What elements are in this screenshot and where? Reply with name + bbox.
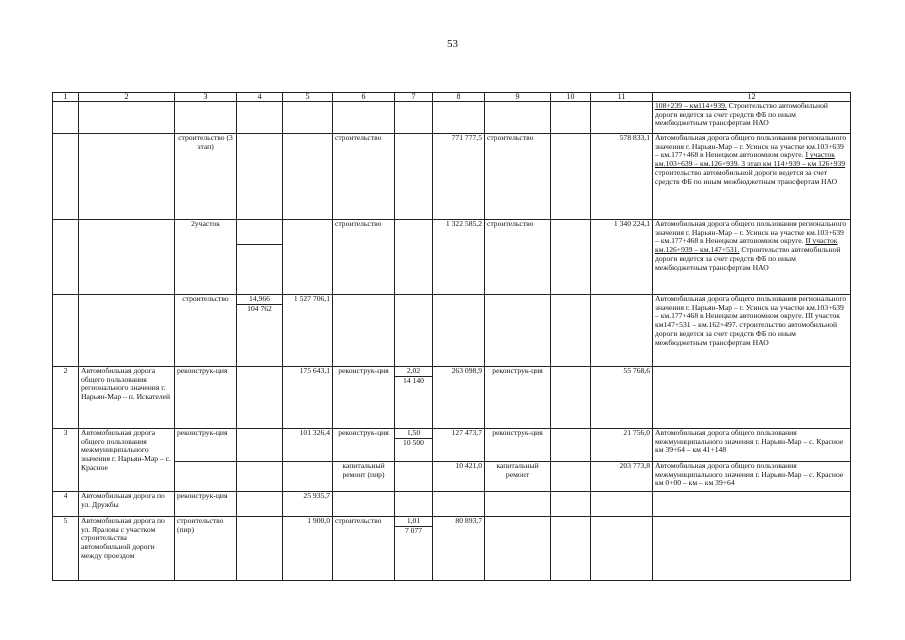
header-cell: 5: [283, 93, 333, 102]
amount-cell: 263 098,9: [433, 367, 485, 429]
table-row: [53, 134, 851, 220]
description-cell: Автомобильная дорога общего пользования межмуниципального значения г. Нарьян-Мар – с. Красное км 0+00 – км – км 39+64: [653, 462, 851, 492]
description-cell: Автомобильная дорога общего пользования межмуниципального значения г. Нарьян-Мар – с. Красное км 39+64 – км 41+148: [653, 429, 851, 462]
table-row: [53, 517, 851, 581]
work-type-cell: строительство: [175, 295, 237, 367]
work-type-cell: реконструк-ция: [175, 367, 237, 429]
item-number: 5: [53, 517, 79, 581]
amount-cell: 578 833,1: [591, 134, 653, 220]
header-cell: 2: [79, 93, 175, 102]
object-name-cell: Автомобильная дорога по ул. Яралова с участком строительства автомобильной дороги между проездом: [79, 517, 175, 581]
table-row: [53, 492, 851, 517]
work-type-cell: строительство (пир): [175, 517, 237, 581]
amount-cell: 1 322 585,2: [433, 220, 485, 295]
work-type-cell: капитальный ремонт (пир): [333, 462, 395, 492]
amount-cell: 771 777,5: [433, 134, 485, 220]
description-cell: Автомобильная дорога общего пользования регионального значения г. Нарьян-Мар – г. Усинск на участке км.103+639 – км.177+468 в Ненецком автономном округе. III участок км147+531 – км.162+497. строительство автомобильной дороги ведется за счет средств ФБ по иным межбюджетным трансфертам НАО: [653, 295, 851, 367]
amount-cell: 175 643,1: [283, 367, 333, 429]
table-row: [53, 429, 851, 462]
amount-cell: 127 473,7: [433, 429, 485, 462]
work-type-cell: строительство: [333, 517, 395, 581]
amount-cell: 101 326,4: [283, 429, 333, 462]
work-type-cell: реконструк-ция: [485, 429, 551, 462]
work-type-cell: строительство: [485, 134, 551, 220]
amount-cell: 1 900,0: [283, 517, 333, 581]
work-type-cell: реконструк-ция: [175, 429, 237, 462]
area-value: 14 140: [403, 375, 424, 385]
header-cell: 9: [485, 93, 551, 102]
amount-cell: 21 756,0: [591, 429, 653, 462]
table-row: [53, 295, 851, 367]
page-number: 53: [447, 38, 458, 50]
item-number: 3: [53, 429, 79, 492]
amount-cell: 25 935,7: [283, 492, 333, 517]
description-cell: [653, 367, 851, 429]
work-type-cell: строительство: [485, 220, 551, 295]
length-km: 1,01: [395, 517, 432, 527]
amount-cell: 80 893,7: [433, 517, 485, 581]
header-cell: 11: [591, 93, 653, 102]
work-type-cell: строительство (3 этап): [175, 134, 237, 220]
header-cell: 7: [395, 93, 433, 102]
amount-cell: 10 421,0: [433, 462, 485, 492]
header-cell: 12: [653, 93, 851, 102]
work-type-cell: 2участок: [175, 220, 237, 295]
work-type-cell: реконструк-ция: [175, 492, 237, 517]
work-type-cell: капитальный ремонт: [485, 462, 551, 492]
description-cell: Автомобильная дорога общего пользования регионального значения г. Нарьян-Мар – г. Усинск на участке км.103+639 – км.177+468 в Ненецком автономном округе. I участок км.103+639 – км.126+939. 3 этап км 114+939 – км 126+939 строительство автомобильной дороги ведется за счет средств ФБ по иным межбюджетным трансфертам НАО: [653, 134, 851, 220]
road-construction-table: [52, 92, 851, 581]
length-km: 14,966: [237, 295, 282, 305]
description-cell: Автомобильная дорога общего пользования регионального значения г. Нарьян-Мар – г. Усинск на участке км.103+639 – км.177+468 в Ненецком автономном округе. II участок км.126+939 – км.147+531. Строительство автомобильной дороги ведется за счет средств ФБ по иным межбюджетным трансфертам НАО: [653, 220, 851, 295]
header-cell: 10: [551, 93, 591, 102]
work-type-cell: реконструк-ция: [333, 429, 395, 462]
area-value: 7 077: [404, 525, 423, 535]
header-row: [53, 93, 851, 102]
header-cell: 8: [433, 93, 485, 102]
work-type-cell: реконструк-ция: [485, 367, 551, 429]
object-name-cell: Автомобильная дорога по ул. Дружбы: [79, 492, 175, 517]
header-cell: 3: [175, 93, 237, 102]
work-type-cell: строительство: [333, 220, 395, 295]
description-cell: 108+239 – км114+939. Строительство автомобильной дороги ведется за счет средств ФБ по иным межбюджетным трансфертам НАО: [653, 102, 851, 134]
item-number: 4: [53, 492, 79, 517]
amount-cell: 1 527 706,1: [283, 295, 333, 367]
object-name-cell: Автомобильная дорога общего пользования регионального значения г. Нарьян-Мар – п. Искателей: [79, 367, 175, 429]
area-value: 10 500: [403, 437, 424, 447]
length-km: 1,50: [395, 429, 432, 439]
object-name-cell: Автомобильная дорога общего пользования межмуниципального значения г. Нарьян-Мар – с. Красное: [79, 429, 175, 492]
work-type-cell: строительство: [333, 134, 395, 220]
area-value: 104 762: [247, 303, 272, 313]
work-type-cell: реконструк-ция: [333, 367, 395, 429]
item-number: 2: [53, 367, 79, 429]
table-row: [53, 220, 851, 295]
length-km: 2,02: [395, 367, 432, 377]
header-cell: 1: [53, 93, 79, 102]
table-row: [53, 367, 851, 429]
amount-cell: 203 773,8: [591, 462, 653, 492]
header-cell: 6: [333, 93, 395, 102]
table-row: [53, 102, 851, 134]
amount-cell: 55 768,6: [591, 367, 653, 429]
header-cell: 4: [237, 93, 283, 102]
amount-cell: 1 340 224,1: [591, 220, 653, 295]
